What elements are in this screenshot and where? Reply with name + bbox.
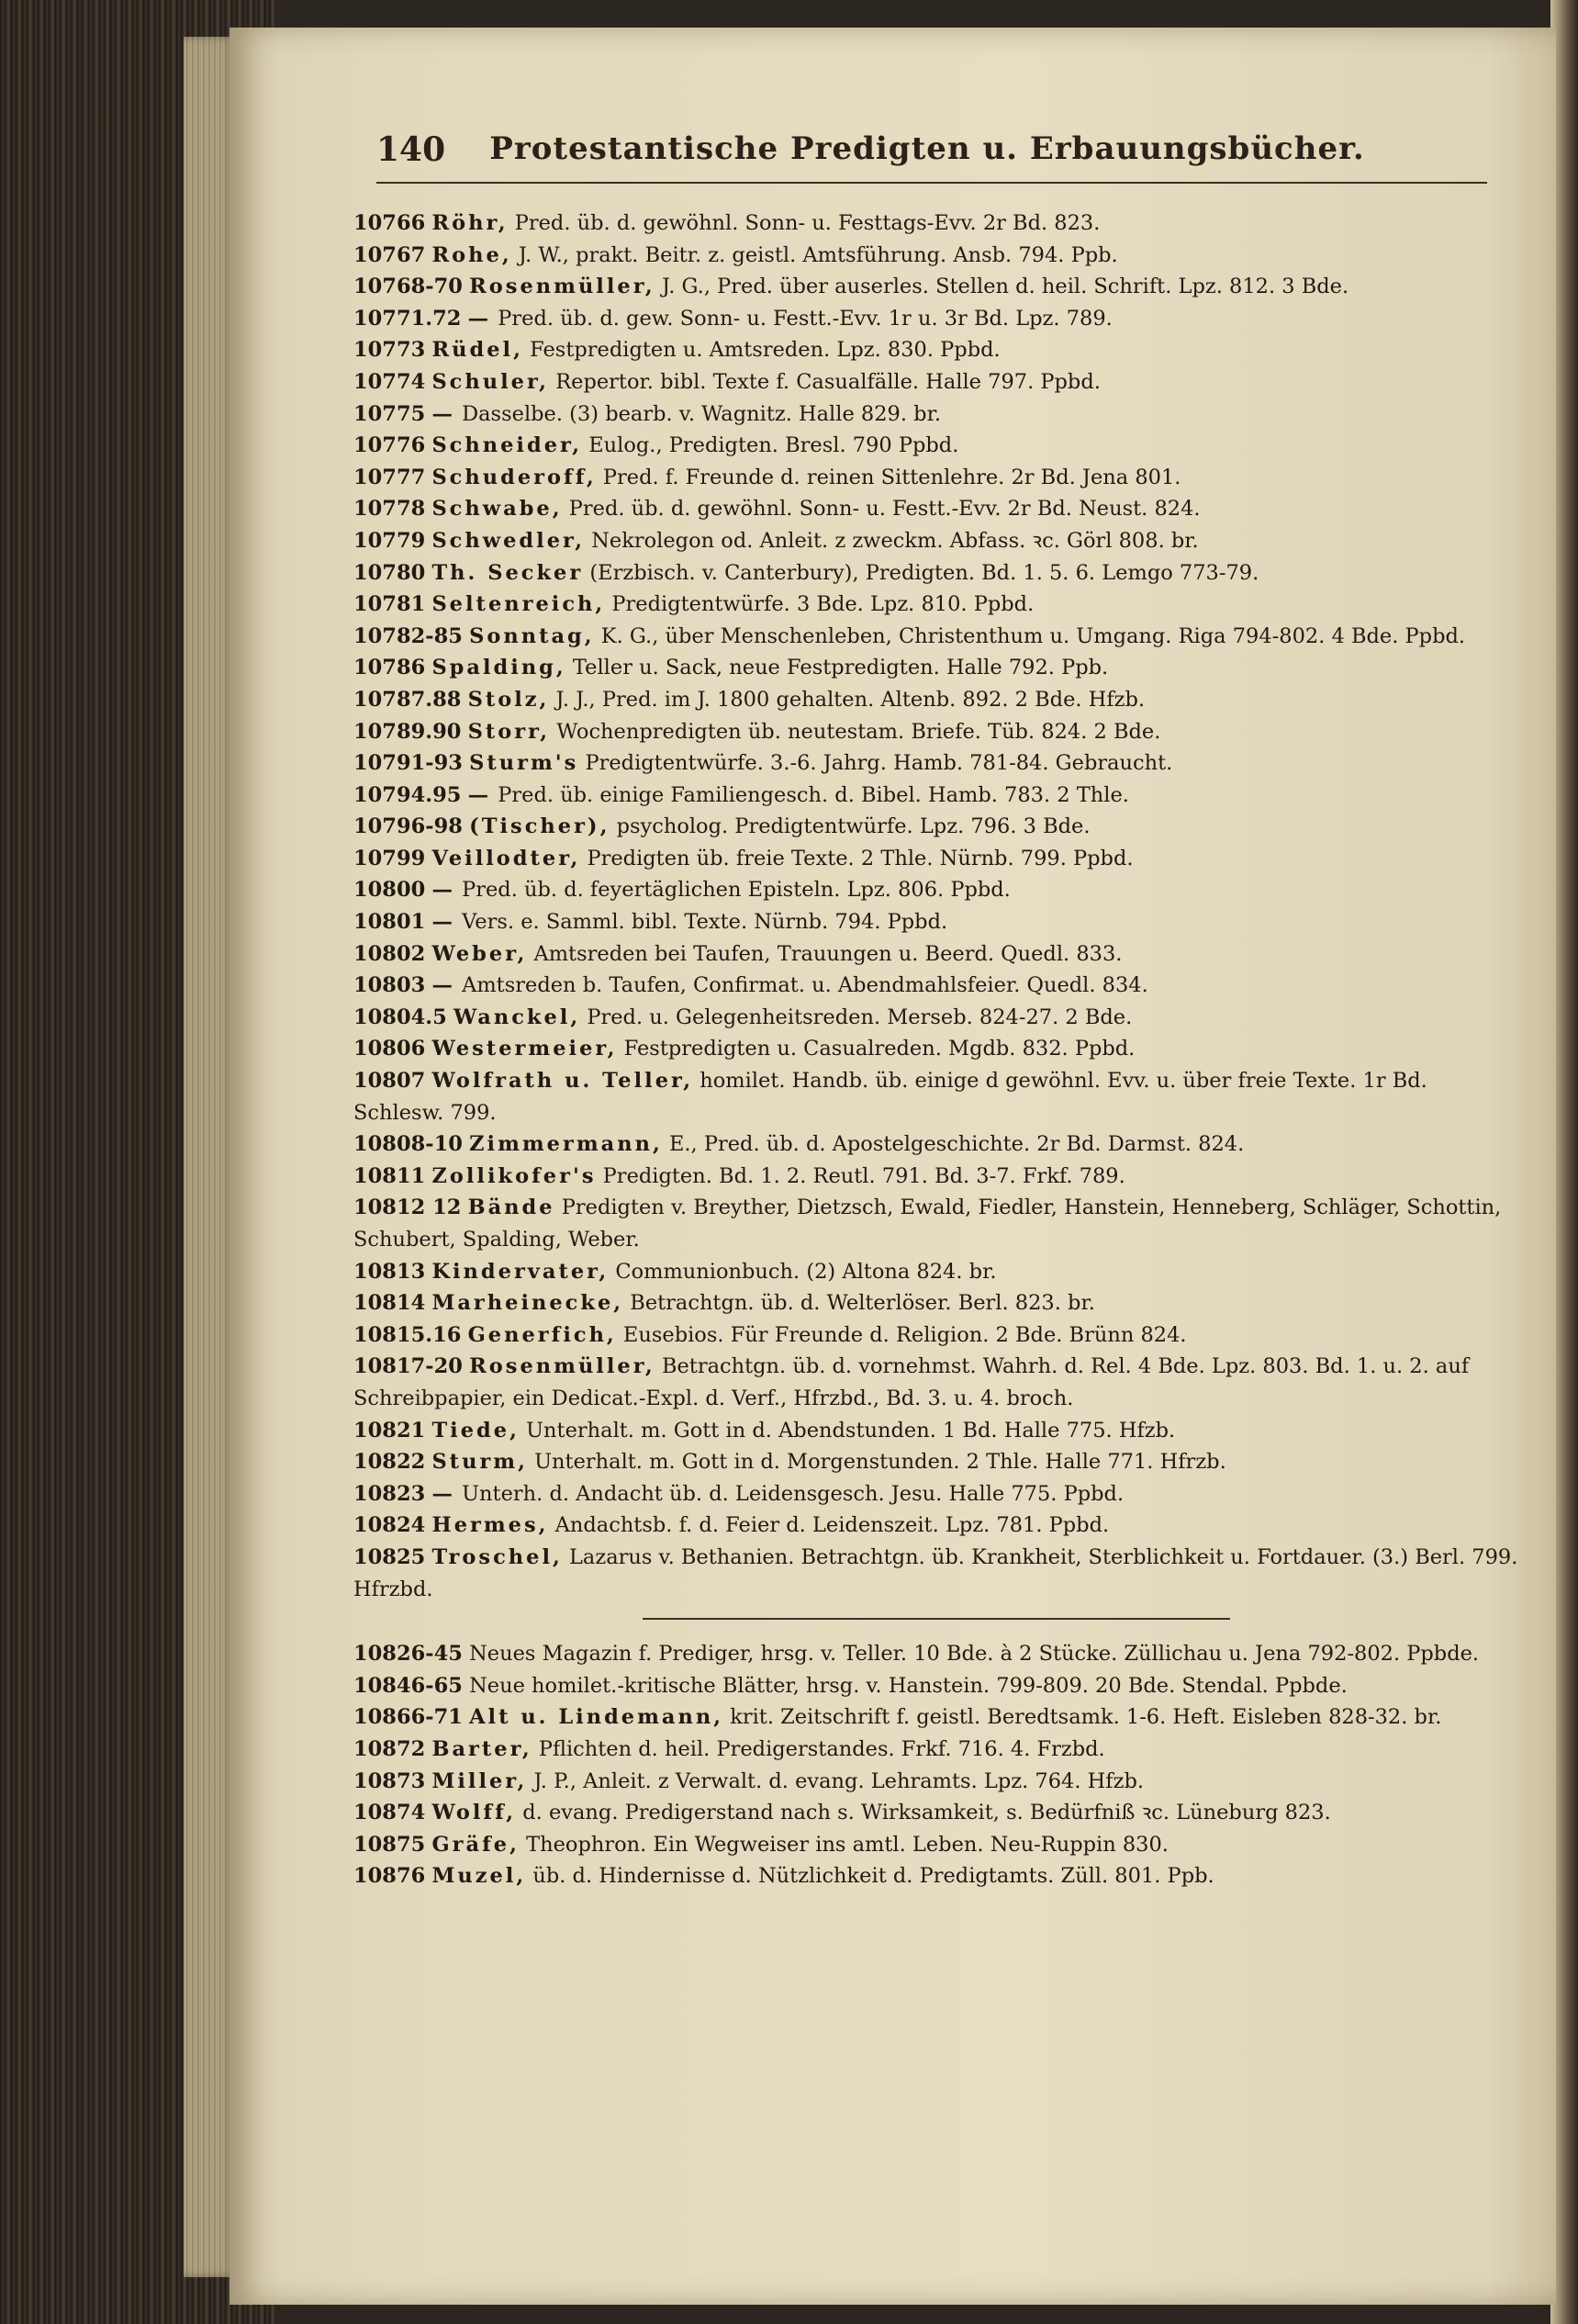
entry-text: Unterhalt. m. Gott in d. Morgenstunden. 2 Thle. Halle 771. Hfrzb. [534,1450,1226,1475]
entry-text: K. G., über Menschenleben, Christenthum u. Umgang. Riga 794-802. 4 Bde. Ppbd. [600,623,1466,648]
catalog-entries [353,208,1519,1892]
catalog-entry [353,557,1519,589]
catalog-entry [353,271,1519,303]
entry-number: 10789.90 [353,719,462,744]
entry-number: 10781 [353,592,426,617]
entry-number: 10776 [353,433,426,458]
entry-number: 10866-71 [353,1705,463,1730]
entry-number: 10807 [353,1069,426,1094]
entry-number: 10873 [353,1768,426,1793]
catalog-entry [353,1033,1519,1065]
catalog-entry [353,1701,1519,1734]
entry-author: Schneider, [431,433,583,458]
entry-author: Barter, [431,1736,532,1761]
entry-list-sermons [353,208,1519,1605]
entry-author: Th. Secker [431,560,584,585]
entry-text: Neue homilet.-kritische Blätter, hrsg. v. Hanstein. 799-809. 20 Bde. Stendal. Ppbde. [469,1673,1348,1698]
entry-number: 10812 12 [353,1196,462,1220]
entry-text: psycholog. Predigtentwürfe. Lpz. 796. 3 Bde. [616,814,1091,839]
entry-text: d. evang. Predigerstand nach s. Wirksamkeit, s. Bedürfniß ꝛc. Lüneburg 823. [522,1801,1331,1825]
catalog-entry [353,1638,1519,1670]
entry-text: Predigten üb. freie Texte. 2 Thle. Nürnb. 799. Ppbd. [587,846,1134,870]
catalog-entry [353,684,1519,716]
entry-number: 10804.5 [353,1005,447,1029]
entry-number: 10817-20 [353,1354,463,1379]
entry-number: 10825 [353,1544,426,1569]
entry-author: Gräfe, [431,1832,520,1857]
catalog-entry [353,621,1519,653]
entry-number: 10826-45 [353,1642,463,1667]
catalog-entry [353,1161,1519,1193]
catalog-entry [353,1128,1519,1161]
catalog-entry [353,430,1519,462]
catalog-entry [353,1829,1519,1861]
entry-author: — [467,306,492,331]
entry-author: — [431,973,455,998]
entry-author: Wolff, [431,1801,517,1825]
entry-author: Zimmermann, [469,1132,663,1157]
entry-author: — [467,782,492,807]
entry-author: Röhr, [431,211,509,235]
entry-text: Pred. üb. d. gewöhnl. Sonn- u. Festt.-Evv. 2r Bd. Neust. 824. [568,497,1201,522]
entry-text: Amtsreden b. Taufen, Confirmat. u. Abendmahlsfeier. Quedl. 834. [462,973,1148,998]
entry-text: Pred. f. Freunde d. reinen Sittenlehre. 2r Bd. Jena 801. [602,465,1181,489]
catalog-entry [353,493,1519,525]
entry-text: Pred. üb. d. feyertäglichen Episteln. Lpz. 806. Ppbd. [462,878,1011,903]
catalog-entry [353,1510,1519,1542]
entry-text: J. W., prakt. Beitr. z. geistl. Amtsführung. Ansb. 794. Ppb. [518,242,1118,267]
catalog-entry [353,1478,1519,1510]
entry-number: 10846-65 [353,1673,463,1698]
entry-number: 10876 [353,1864,426,1889]
catalog-entry [353,1446,1519,1478]
entry-text: E., Pred. üb. d. Apostelgeschichte. 2r Bd. Darmst. 824. [668,1132,1245,1157]
entry-author: Storr, [467,719,551,744]
entry-author: — [431,401,455,426]
entry-text: Teller u. Sack, neue Festpredigten. Halle 792. Ppb. [572,656,1109,680]
entry-text: Pred. üb. d. gew. Sonn- u. Festt.-Evv. 1r u. 3r Bd. Lpz. 789. [498,306,1113,331]
entry-text: Amtsreden bei Taufen, Trauungen u. Beerd. Quedl. 833. [533,941,1123,966]
entry-number: 10775 [353,401,426,426]
catalog-entry [353,906,1519,938]
catalog-entry [353,716,1519,748]
entry-text: üb. d. Hindernisse d. Nützlichkeit d. Predigtamts. Züll. 801. Ppb. [532,1864,1214,1889]
catalog-entry [353,1734,1519,1766]
entry-author: Wolfrath u. Teller, [431,1069,694,1094]
entry-number: 10768-70 [353,275,463,299]
entry-author: Seltenreich, [431,592,606,617]
catalog-entry [353,747,1519,780]
entry-text: krit. Zeitschrift f. geistl. Beredtsamk. 1-6. Heft. Eisleben 828-32. br. [730,1705,1442,1730]
entry-author: Rohe, [431,242,512,267]
entry-text: Neues Magazin f. Prediger, hrsg. v. Teller. 10 Bde. à 2 Stücke. Züllichau u. Jena 792-802. Ppbde. [469,1642,1480,1667]
entry-number: 10824 [353,1513,426,1538]
catalog-entry [353,1415,1519,1447]
entry-number: 10773 [353,338,426,363]
entry-list-periodicals [353,1638,1519,1892]
entry-number: 10780 [353,560,426,585]
entry-author: Spalding, [431,656,566,680]
catalog-entry [353,240,1519,272]
entry-text: Communionbuch. (2) Altona 824. br. [615,1259,997,1284]
entry-author: Veillodter, [431,846,581,870]
entry-text: Festpredigten u. Amtsreden. Lpz. 830. Ppbd. [530,338,1001,363]
entry-number: 10821 [353,1418,426,1443]
entry-number: 10811 [353,1163,426,1188]
entry-text: Nekrolegon od. Anleit. z zweckm. Abfass. ꝛc. Görl 808. br. [591,528,1199,553]
entry-number: 10799 [353,846,426,870]
catalog-entry [353,399,1519,431]
entry-author: Rosenmüller, [469,1354,655,1379]
entry-text: J. J., Pred. im J. 1800 gehalten. Altenb. 892. 2 Bde. Hfzb. [555,687,1146,712]
entry-author: Weber, [431,941,528,966]
page-number: 140 [376,130,446,169]
catalog-entry [353,811,1519,843]
catalog-entry [353,208,1519,240]
entry-text: J. G., Pred. über auserles. Stellen d. heil. Schrift. Lpz. 812. 3 Bde. [661,275,1349,299]
entry-author: Kindervater, [431,1259,610,1284]
header-rule [376,182,1487,184]
entry-number: 10823 [353,1481,426,1506]
entry-number: 10771.72 [353,306,462,331]
entry-author: Hermes, [431,1513,549,1538]
entry-number: 10791-93 [353,751,463,776]
entry-text: Wochenpredigten üb. neutestam. Briefe. Tüb. 824. 2 Bde. [556,719,1161,744]
entry-number: 10778 [353,497,426,522]
entry-text: homilet. Handb. üb. einige d gewöhnl. Evv. u. über freie Texte. 1r Bd. Schlesw. 799. [353,1069,1427,1125]
entry-author: — [431,1481,455,1506]
entry-author: Sturm, [431,1450,528,1475]
entry-text: Unterh. d. Andacht üb. d. Leidensgesch. Jesu. Halle 775. Ppbd. [462,1481,1125,1506]
entry-text: Predigten v. Breyther, Dietzsch, Ewald, Fiedler, Hanstein, Henneberg, Schläger, Schottin, Schubert, Spalding, Weber. [353,1196,1502,1252]
entry-number: 10874 [353,1801,426,1825]
entry-text: Repertor. bibl. Texte f. Casualfälle. Halle 797. Ppbd. [555,369,1101,394]
entry-number: 10786 [353,656,426,680]
entry-text: Andachtsb. f. d. Feier d. Leidenszeit. Lpz. 781. Ppbd. [554,1513,1110,1538]
entry-text: Predigten. Bd. 1. 2. Reutl. 791. Bd. 3-7. Frkf. 789. [602,1163,1125,1188]
catalog-entry [353,1766,1519,1798]
catalog-entry [353,652,1519,684]
entry-number: 10822 [353,1450,426,1475]
entry-text: Festpredigten u. Casualreden. Mgdb. 832. Ppbd. [623,1037,1136,1061]
entry-number: 10815.16 [353,1322,462,1347]
entry-number: 10802 [353,941,426,966]
catalog-entry [353,1670,1519,1702]
catalog-entry [353,1351,1519,1414]
entry-text: Pred. u. Gelegenheitsreden. Merseb. 824-27. 2 Bde. [587,1005,1133,1029]
entry-author: Bände [467,1196,555,1220]
entry-author: Schuderoff, [431,465,597,489]
entry-author: Rosenmüller, [469,275,655,299]
catalog-entry [353,1192,1519,1255]
catalog-entry [353,366,1519,399]
entry-number: 10813 [353,1259,426,1284]
entry-text: Pflichten d. heil. Predigerstandes. Frkf. 716. 4. Frzbd. [538,1736,1105,1761]
catalog-entry [353,1319,1519,1352]
page-header [376,130,1478,185]
entry-author: — [431,910,455,935]
catalog-entry [353,1002,1519,1034]
catalog-entry [353,334,1519,366]
catalog-entry [353,1860,1519,1892]
catalog-entry [353,1256,1519,1288]
entry-text: (Erzbisch. v. Canterbury), Predigten. Bd. 1. 5. 6. Lemgo 773-79. [589,560,1259,585]
entry-author: Schwabe, [431,497,563,522]
entry-author: Tiede, [431,1418,520,1443]
catalog-entry [353,462,1519,494]
entry-number: 10766 [353,211,426,235]
entry-number: 10875 [353,1832,426,1857]
entry-number: 10872 [353,1736,426,1761]
entry-number: 10767 [353,242,426,267]
running-title: Protestantische Predigten u. Erbauungsbücher. [489,130,1365,167]
entry-author: Generfich, [467,1322,617,1347]
entry-number: 10800 [353,878,426,903]
catalog-entry [353,589,1519,621]
entry-text: Eulog., Predigten. Bresl. 790 Ppbd. [588,433,959,458]
catalog-entry [353,938,1519,971]
entry-number: 10796-98 [353,814,463,839]
entry-number: 10801 [353,910,426,935]
entry-text: Predigtentwürfe. 3 Bde. Lpz. 810. Ppbd. [611,592,1035,617]
entry-number: 10814 [353,1291,426,1316]
book-page [229,28,1556,2305]
catalog-entry [353,843,1519,875]
entry-text: Predigtentwürfe. 3.-6. Jahrg. Hamb. 781-84. Gebraucht. [585,751,1173,776]
entry-author: Miller, [431,1768,528,1793]
entry-author: Marheinecke, [431,1291,624,1316]
entry-author: (Tischer), [469,814,610,839]
catalog-entry [353,525,1519,557]
entry-text: Betrachtgn. üb. d. Welterlöser. Berl. 823. br. [630,1291,1095,1316]
entry-author: Stolz, [467,687,550,712]
catalog-entry [353,780,1519,812]
entry-text: Theophron. Ein Wegweiser ins amtl. Leben. Neu-Ruppin 830. [526,1832,1169,1857]
entry-author: Schwedler, [431,528,586,553]
entry-number: 10803 [353,973,426,998]
entry-text: Dasselbe. (3) bearb. v. Wagnitz. Halle 829. br. [462,401,941,426]
entry-number: 10779 [353,528,426,553]
entry-number: 10787.88 [353,687,462,712]
entry-text: Betrachtgn. üb. d. vornehmst. Wahrh. d. Rel. 4 Bde. Lpz. 803. Bd. 1. u. 2. auf Schreibpapier, ein Dedicat.-Expl. d. Verf., Hfrzbd., Bd. 3. u. 4. broch. [353,1354,1470,1410]
entry-text: Vers. e. Samml. bibl. Texte. Nürnb. 794. Ppbd. [462,910,948,935]
entry-author: Wanckel, [453,1005,581,1029]
entry-author: Alt u. Lindemann, [469,1705,724,1730]
entry-author: — [431,878,455,903]
entry-text: Eusebios. Für Freunde d. Religion. 2 Bde. Brünn 824. [622,1322,1187,1347]
entry-text: Unterhalt. m. Gott in d. Abendstunden. 1 Bd. Halle 775. Hfzb. [526,1418,1176,1443]
entry-author: Muzel, [431,1864,527,1889]
entry-author: Westermeier, [431,1037,618,1061]
catalog-entry [353,1542,1519,1605]
catalog-entry [353,874,1519,906]
catalog-entry [353,970,1519,1002]
entry-author: Rüdel, [431,338,523,363]
entry-text: J. P., Anleit. z Verwalt. d. evang. Lehramts. Lpz. 764. Hfzb. [533,1768,1145,1793]
entry-text: Lazarus v. Bethanien. Betrachtgn. üb. Krankheit, Sterblichkeit u. Fortdauer. (3.) Berl. 799. Hfrzbd. [353,1544,1518,1601]
entry-number: 10774 [353,369,426,394]
entry-author: Sturm's [469,751,579,776]
entry-number: 10806 [353,1037,426,1061]
entry-author: Sonntag, [469,623,595,648]
entry-text: Pred. üb. d. gewöhnl. Sonn- u. Festtags-Evv. 2r Bd. 823. [514,211,1101,235]
entry-author: Zollikofer's [431,1163,597,1188]
entry-author: Schuler, [431,369,550,394]
entry-number: 10808-10 [353,1132,463,1157]
catalog-entry [353,303,1519,335]
catalog-entry [353,1287,1519,1319]
entry-number: 10794.95 [353,782,462,807]
section-divider [643,1618,1230,1620]
entry-author: Troschel, [431,1544,563,1569]
entry-text: Pred. üb. einige Familiengesch. d. Bibel. Hamb. 783. 2 Thle. [498,782,1129,807]
catalog-entry [353,1797,1519,1829]
entry-number: 10777 [353,465,426,489]
entry-number: 10782-85 [353,623,463,648]
catalog-entry [353,1065,1519,1128]
